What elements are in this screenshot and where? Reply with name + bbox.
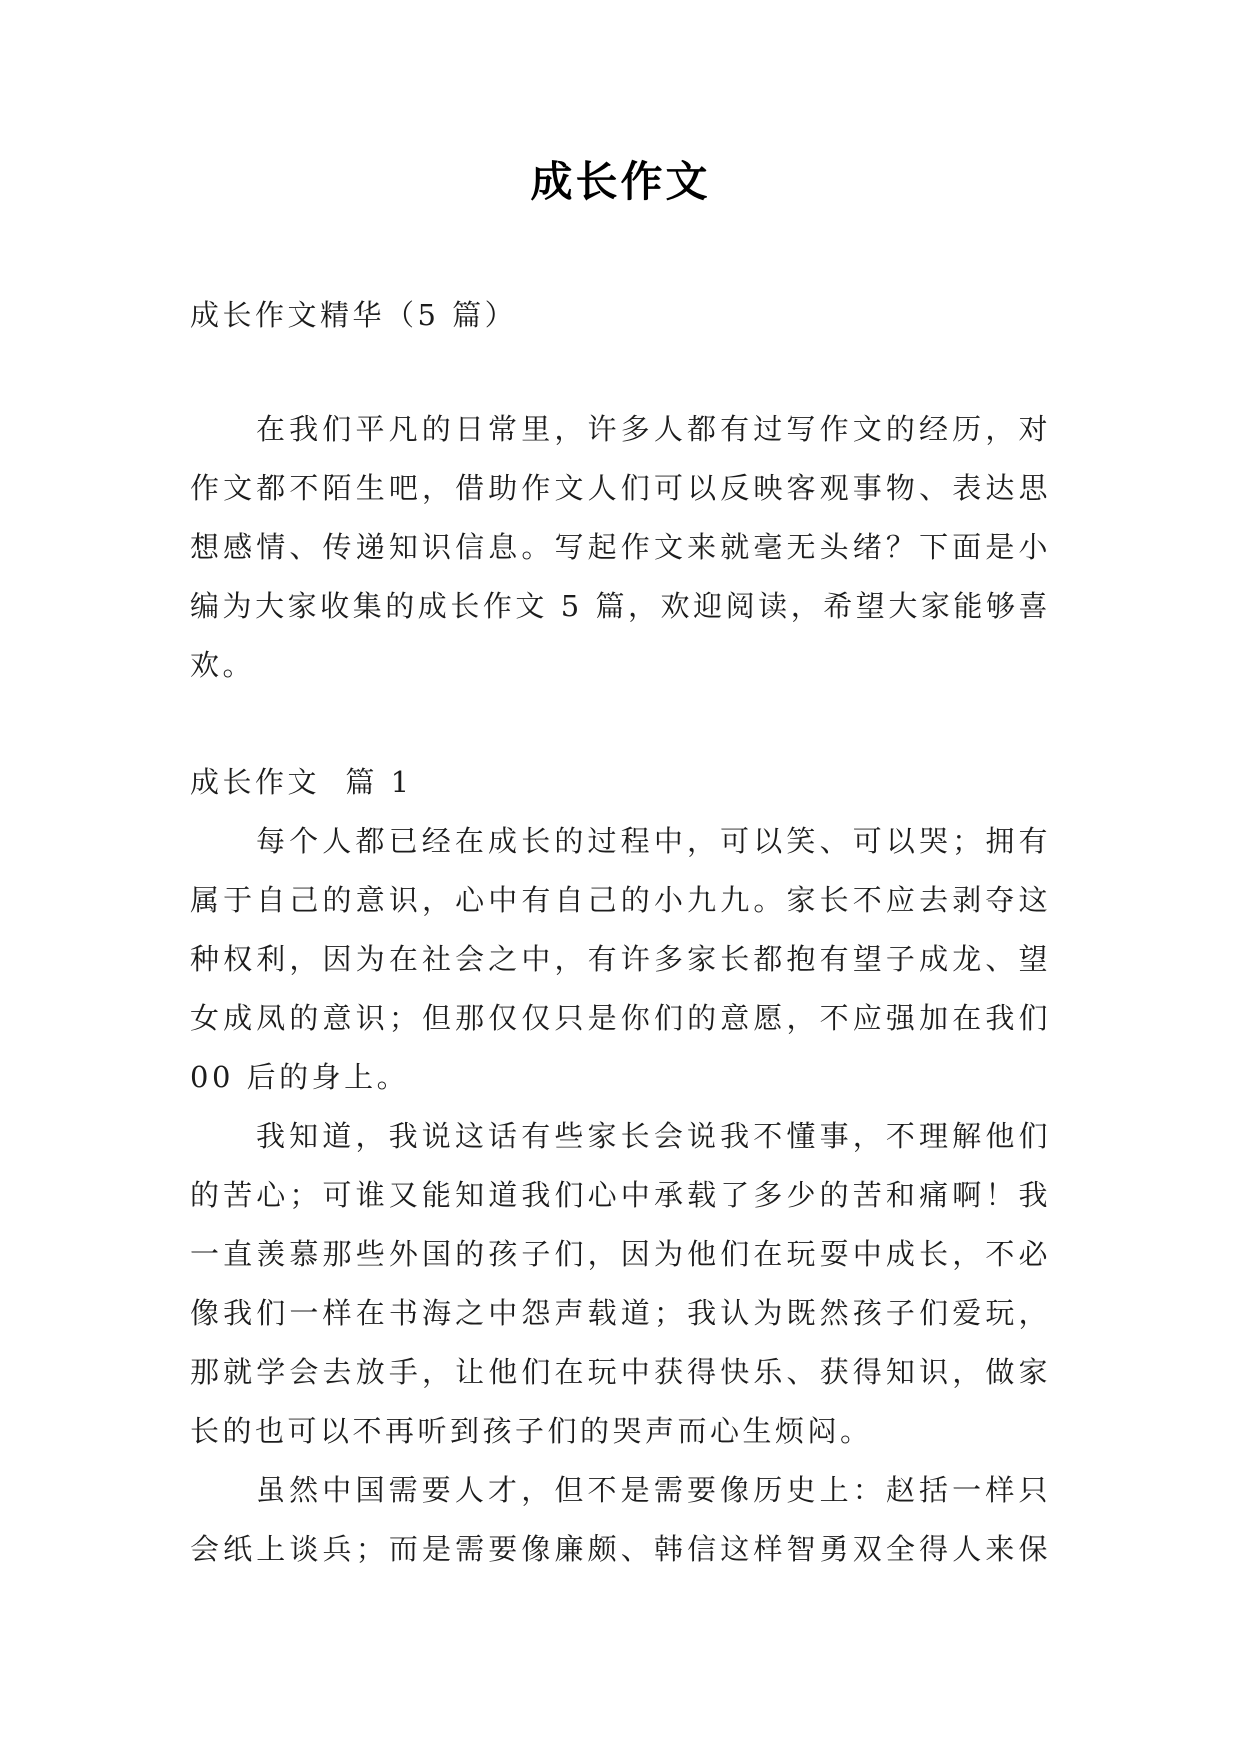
paragraph-line: 属于自己的意识，心中有自己的小九九。家长不应去剥夺这 — [190, 883, 1051, 917]
paragraph-line: 00 后的身上。 — [190, 1060, 410, 1094]
essay-paragraph — [190, 1107, 1051, 1461]
paragraph-line: 的苦心；可谁又能知道我们心中承载了多少的苦和痛啊！我 — [190, 1178, 1051, 1212]
paragraph-line: 种权利，因为在社会之中，有许多家长都抱有望子成龙、望 — [190, 942, 1051, 976]
essay-paragraph — [190, 1461, 1051, 1579]
paragraph-line: 像我们一样在书海之中怨声载道；我认为既然孩子们爱玩， — [190, 1296, 1051, 1330]
paragraph-line: 编为大家收集的成长作文 5 篇，欢迎阅读，希望大家能够喜 — [190, 589, 1051, 623]
document-subtitle-block — [190, 286, 1051, 345]
paragraph-line: 在我们平凡的日常里，许多人都有过写作文的经历，对 — [256, 412, 1051, 446]
page-title: 成长作文 — [530, 157, 711, 206]
paragraph-line: 虽然中国需要人才，但不是需要像历史上：赵括一样只 — [256, 1473, 1051, 1507]
paragraph-line: 会纸上谈兵；而是需要像廉颇、韩信这样智勇双全得人来保 — [190, 1532, 1051, 1566]
document-subtitle: 成长作文精华（5 篇） — [190, 298, 518, 332]
paragraph-line: 作文都不陌生吧，借助作文人们可以反映客观事物、表达思 — [190, 471, 1051, 505]
essay-paragraph — [190, 812, 1051, 1107]
paragraph-line: 一直羡慕那些外国的孩子们，因为他们在玩耍中成长，不必 — [190, 1237, 1051, 1271]
paragraph-line: 每个人都已经在成长的过程中，可以笑、可以哭；拥有 — [256, 824, 1051, 858]
paragraph-line: 我知道，我说这话有些家长会说我不懂事，不理解他们 — [256, 1119, 1051, 1153]
paragraph-line: 长的也可以不再听到孩子们的哭声而心生烦闷。 — [190, 1414, 873, 1448]
paragraph-line: 想感情、传递知识信息。写起作文来就毫无头绪？下面是小 — [190, 530, 1051, 564]
essay-section — [190, 753, 1051, 1579]
intro-paragraph — [190, 400, 1051, 695]
section-heading: 成长作文 篇 1 — [190, 765, 413, 799]
paragraph-line: 女成凤的意识；但那仅仅只是你们的意愿，不应强加在我们 — [190, 1001, 1051, 1035]
paragraph-line: 欢。 — [190, 648, 256, 682]
paragraph-line: 那就学会去放手，让他们在玩中获得快乐、获得知识，做家 — [190, 1355, 1051, 1389]
